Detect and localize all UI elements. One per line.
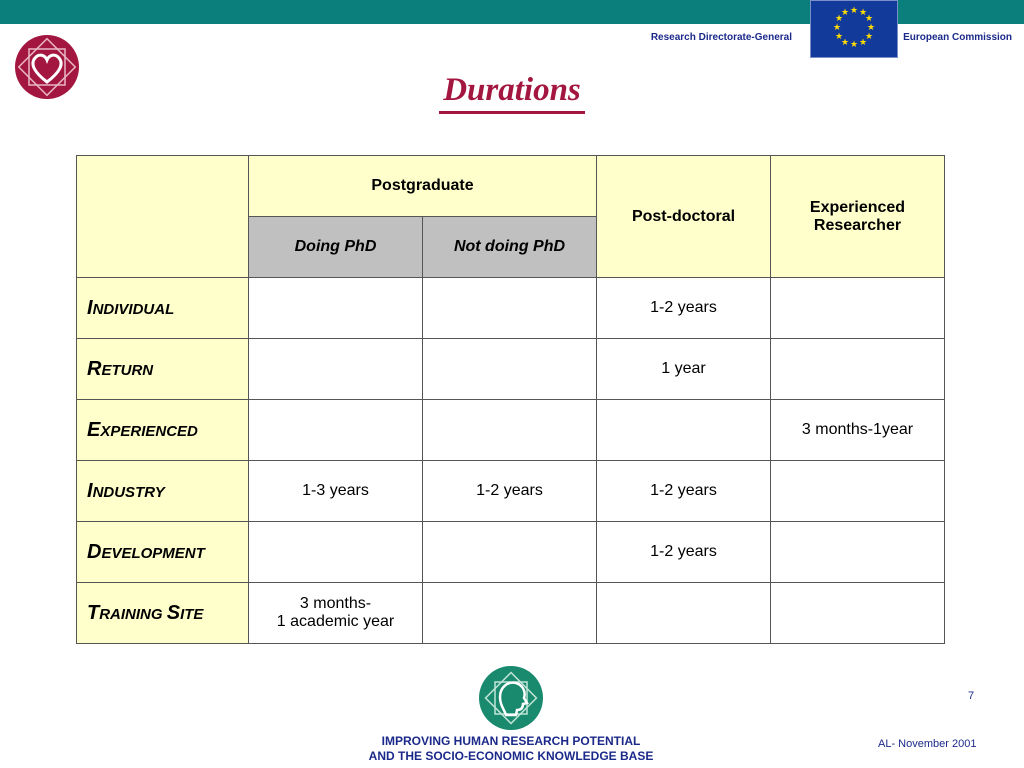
head-profile-emblem-icon	[478, 665, 544, 731]
table-cell	[249, 522, 423, 583]
header-experienced-line2: Researcher	[813, 216, 902, 234]
table-cell	[771, 583, 945, 644]
footer-line2: AND THE SOCIO-ECONOMIC KNOWLEDGE BASE	[368, 749, 654, 763]
table-cell	[771, 522, 945, 583]
svg-text:★: ★	[849, 6, 859, 16]
corner-cell	[77, 156, 249, 278]
table-cell	[249, 339, 423, 400]
svg-text:★: ★	[834, 14, 844, 24]
table-cell: 1-3 years	[249, 461, 423, 522]
header-doing-phd: Doing PhD	[249, 217, 423, 278]
table-cell	[423, 400, 597, 461]
svg-text:★: ★	[858, 8, 868, 18]
footer-line1: IMPROVING HUMAN RESEARCH POTENTIAL	[381, 734, 641, 748]
directorate-label: Research Directorate-General	[650, 32, 792, 43]
commission-label: European Commission	[903, 32, 1012, 43]
svg-text:★: ★	[849, 40, 859, 50]
table-cell-line1: 3 months-	[299, 595, 372, 612]
row-label-industry: INDUSTRY	[77, 461, 249, 522]
table-cell	[771, 339, 945, 400]
table-cell-line2: 1 academic year	[276, 613, 395, 630]
svg-text:★: ★	[864, 32, 874, 42]
table-cell: 1-2 years	[597, 278, 771, 339]
header-experienced-line1: Experienced	[809, 198, 906, 216]
footer-date: AL- November 2001	[878, 738, 977, 750]
row-label-development: DEVELOPMENT	[77, 522, 249, 583]
table-cell	[597, 400, 771, 461]
header-not-doing-phd: Not doing PhD	[423, 217, 597, 278]
table-cell	[423, 339, 597, 400]
table-cell: 1 year	[597, 339, 771, 400]
svg-text:★: ★	[840, 8, 850, 18]
row-label-training-site: TRAINING SITE	[77, 583, 249, 644]
table-row	[77, 522, 945, 583]
table-cell	[249, 400, 423, 461]
svg-text:★: ★	[864, 14, 874, 24]
row-label-experienced: EXPERIENCED	[77, 400, 249, 461]
svg-text:★: ★	[858, 38, 868, 48]
row-label-return: RETURN	[77, 339, 249, 400]
svg-text:★: ★	[834, 32, 844, 42]
table-row	[77, 400, 945, 461]
table-cell	[771, 278, 945, 339]
durations-table	[76, 155, 945, 644]
table-cell: 1-2 years	[597, 461, 771, 522]
header-experienced-researcher	[771, 156, 945, 278]
eu-flag-icon	[810, 0, 898, 58]
table-cell	[249, 278, 423, 339]
table-cell	[423, 583, 597, 644]
table-cell	[249, 583, 423, 644]
table-cell	[597, 583, 771, 644]
header-postdoctoral: Post-doctoral	[597, 156, 771, 278]
table-row	[77, 278, 945, 339]
table-row	[77, 583, 945, 644]
table-row	[77, 461, 945, 522]
table-cell: 3 months-1year	[771, 400, 945, 461]
svg-text:★: ★	[840, 38, 850, 48]
svg-text:★: ★	[832, 23, 842, 33]
table-row	[77, 339, 945, 400]
table-cell	[423, 522, 597, 583]
row-label-individual: INDIVIDUAL	[77, 278, 249, 339]
table-cell: 1-2 years	[597, 522, 771, 583]
svg-text:★: ★	[866, 23, 876, 33]
table-cell: 1-2 years	[423, 461, 597, 522]
header-postgraduate: Postgraduate	[249, 156, 597, 217]
page-title: Durations	[439, 72, 585, 114]
page-number: 7	[968, 690, 975, 702]
table-cell	[423, 278, 597, 339]
table-cell	[771, 461, 945, 522]
